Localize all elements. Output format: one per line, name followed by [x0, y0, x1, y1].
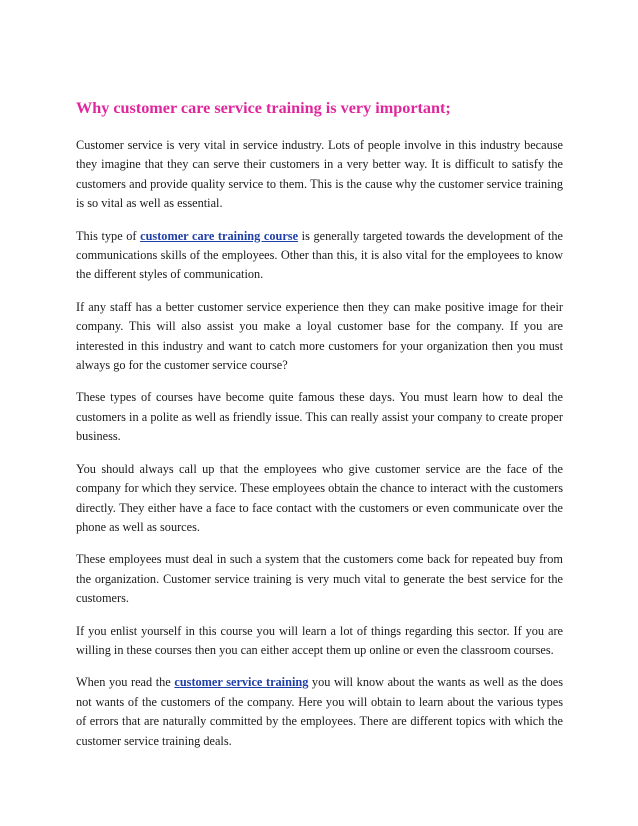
paragraph-1: Customer service is very vital in service industry. Lots of people involve in this industry because they imagine that they can serve their customers in a very better way. It is difficult to satisfy the customers and provide quality service to them. This is the cause why the customer service training is so vital as well as essential.: [76, 138, 563, 211]
paragraph-2-text-after: is generally targeted towards the development of the communications skills of the employees. Other than this, it is also vital for the employees to know the different styles of communication.: [76, 228, 564, 282]
paragraph-7: If you enlist yourself in this course you will learn a lot of things regarding this sector. If you are willing in these courses then you can either accept them up online or even the classroom courses.: [76, 623, 563, 657]
paragraph-2-text-before: This type of: [76, 228, 141, 243]
customer-care-training-course-link[interactable]: customer care training course: [140, 228, 299, 243]
paragraph-8-text-after: you will know about the wants as well as the does not wants of the customers of the company. Here you will obtain to learn about the various types of errors that are naturally committed by the employees. There are different topics with which the customer service training deals.: [76, 675, 563, 748]
document-page: [76, 98, 563, 764]
paragraph-3: If any staff has a better customer service experience then they can make positive image for their company. This will also assist you make a loyal customer base for the company. If you are interested in this industry and want to catch more customers for your organization then you must always go for the customer service course?: [76, 299, 563, 373]
paragraph-8-text-before: When you read the: [76, 675, 175, 690]
paragraph-2: [76, 227, 563, 285]
paragraph-6: These employees must deal in such a system that the customers come back for repeated buy from the organization. Customer service training is very much vital to generate the best service for the customers.: [76, 552, 563, 606]
page-title: Why customer care service training is very important;: [76, 99, 451, 117]
paragraph-4: These types of courses have become quite famous these days. You must learn how to deal the customers in a polite as well as friendly issue. This can really assist your company to create proper business.: [76, 390, 563, 444]
paragraph-5: You should always call up that the employees who give customer service are the face of the company for which they service. These employees obtain the chance to interact with the customers directly. They either have a face to face contact with the customers or even communicate over the phone as well as sources.: [76, 461, 563, 534]
paragraph-8: [76, 673, 563, 751]
customer-service-training-link[interactable]: customer service training: [174, 675, 309, 690]
